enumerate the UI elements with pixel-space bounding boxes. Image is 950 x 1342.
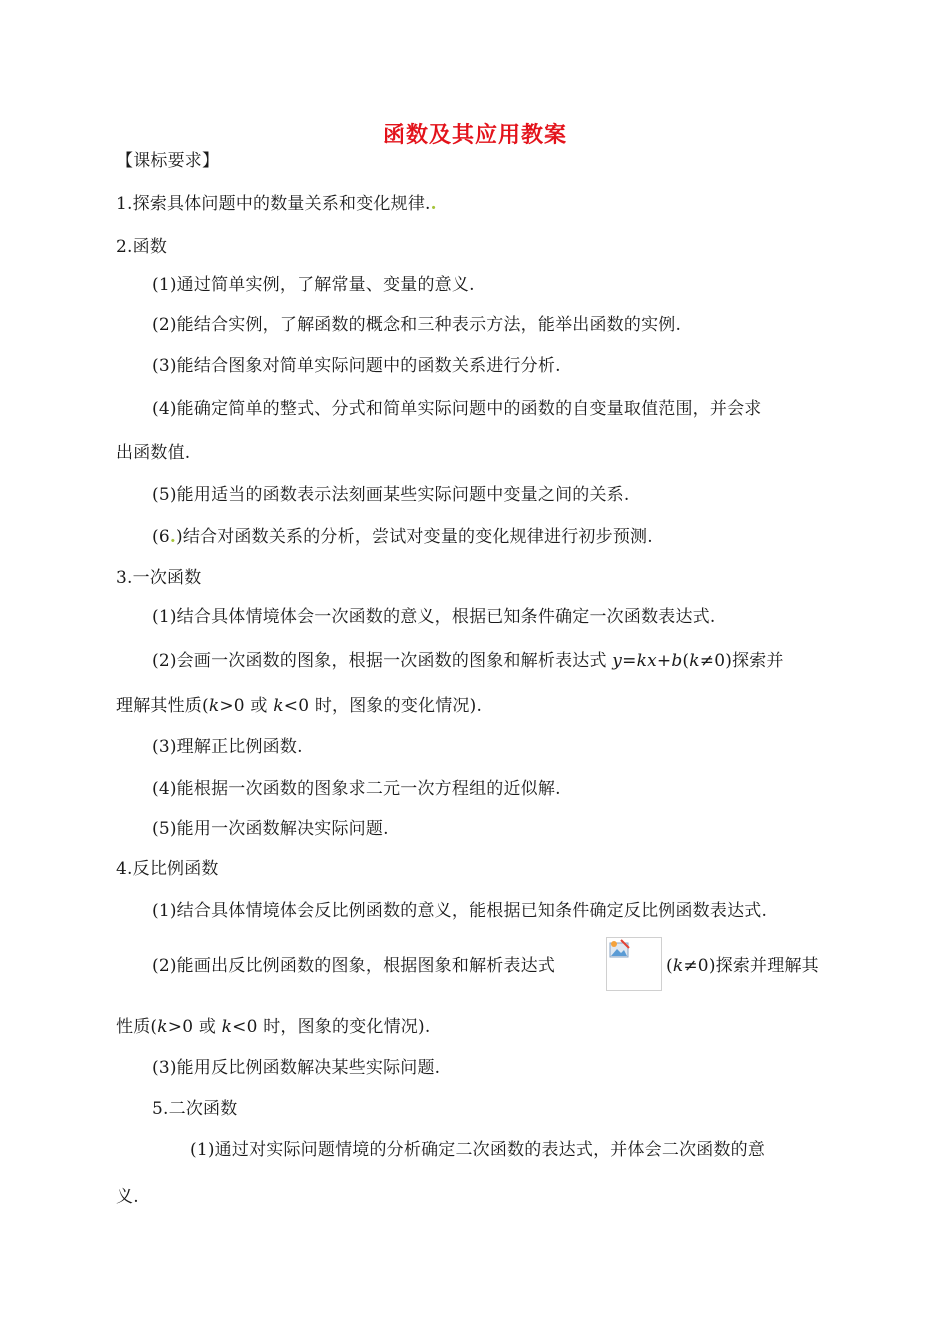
section-heading: 【课标要求】: [116, 151, 220, 171]
item2-p3: (3)能结合图象对简单实际问题中的函数关系进行分析.: [152, 356, 561, 376]
broken-image-glyph: [608, 939, 630, 959]
item4-p1: (1)结合具体情境体会反比例函数的意义，能根据已知条件确定反比例函数表达式.: [152, 901, 768, 921]
item2-p4-line1: (4)能确定简单的整式、分式和简单实际问题中的函数的自变量取值范围，并会求: [152, 399, 762, 419]
item5-p1-line2: 义.: [116, 1187, 139, 1207]
item4-p2-line1-a: (2)能画出反比例函数的图象，根据图象和解析表达式: [152, 956, 556, 976]
item3-p3: (3)理解正比例函数.: [152, 737, 303, 757]
item3-p2-line2-c: <0 时，图象的变化情况).: [283, 696, 483, 716]
item3-p1: (1)结合具体情境体会一次函数的意义，根据已知条件确定一次函数表达式.: [152, 607, 716, 627]
item4-p2-line2-c: <0 时，图象的变化情况).: [232, 1017, 431, 1037]
k-var: k: [273, 696, 284, 716]
item4-p2-line2-a: 性质(: [116, 1017, 158, 1037]
item2-p6-prefix: (6: [152, 527, 170, 547]
item3-p2-text: (2)会画一次函数的图象，根据一次函数的图象和解析表达式: [152, 651, 613, 671]
item2-p5: (5)能用适当的函数表示法刻画某些实际问题中变量之间的关系.: [152, 485, 630, 505]
item3-p5: (5)能用一次函数解决实际问题.: [152, 819, 389, 839]
document-title: 函数及其应用教案: [382, 123, 567, 148]
item4-p2-line2: [116, 1016, 430, 1038]
item2-p1: (1)通过简单实例，了解常量、变量的意义.: [152, 275, 475, 295]
item1-text: 1.探索具体问题中的数量关系和变化规律.: [116, 194, 431, 214]
formula-eq: =: [622, 651, 637, 671]
item5-heading: 5.二次函数: [152, 1099, 238, 1119]
k-var: k: [221, 1017, 233, 1037]
item4-heading: 4.反比例函数: [116, 859, 219, 879]
item4-p3: (3)能用反比例函数解决某些实际问题.: [152, 1058, 441, 1078]
formula-ne: ≠0)探索并: [699, 651, 784, 671]
broken-image-icon: [606, 937, 662, 991]
formula-b: b: [671, 651, 683, 671]
item2-heading: 2.函数: [116, 237, 168, 257]
item4-p2-line1-b-text: ≠0)探索并理解其: [683, 956, 819, 976]
item1-line: [116, 193, 437, 215]
k-var: k: [672, 956, 684, 976]
paren-open: (: [666, 956, 673, 976]
formula-k: k: [689, 651, 700, 671]
formula-y: y: [612, 651, 623, 671]
formula-plus: +: [656, 651, 672, 671]
item3-p4: (4)能根据一次函数的图象求二元一次方程组的近似解.: [152, 779, 561, 799]
item1-mark: .: [430, 194, 437, 214]
item4-p2-line2-b: >0 或: [167, 1017, 222, 1037]
item3-p2-line2-a: 理解其性质(: [116, 696, 209, 716]
item2-p6-mark: .: [169, 527, 176, 547]
item3-p2-line2: [116, 695, 482, 717]
item3-p2-line1: [152, 650, 784, 672]
item5-p1-line1: (1)通过对实际问题情境的分析确定二次函数的表达式，并体会二次函数的意: [190, 1140, 766, 1160]
item3-p2-line2-b: >0 或: [219, 696, 274, 716]
formula-kx: kx: [636, 651, 657, 671]
item4-p2-line1-b: [666, 955, 819, 977]
item2-p6: [152, 526, 653, 548]
formula-open: (: [682, 651, 690, 671]
item2-p2: (2)能结合实例，了解函数的概念和三种表示方法，能举出函数的实例.: [152, 315, 682, 335]
item2-p6-rest: )结合对函数关系的分析，尝试对变量的变化规律进行初步预测.: [175, 527, 653, 547]
item2-p4-line2: 出函数值.: [116, 443, 191, 463]
k-var: k: [157, 1017, 168, 1037]
item3-heading: 3.一次函数: [116, 568, 202, 588]
k-var: k: [208, 696, 220, 716]
